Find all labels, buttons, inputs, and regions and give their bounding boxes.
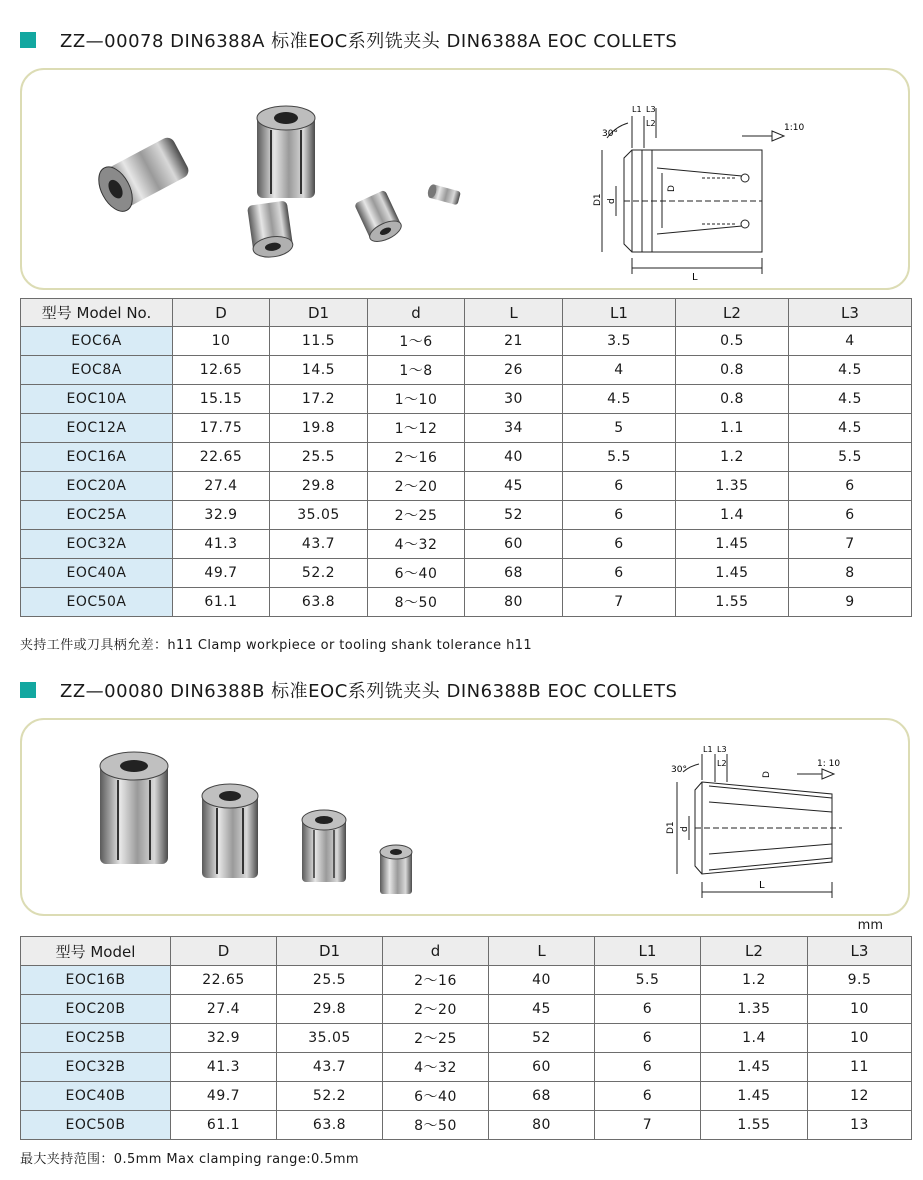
svg-text:30°: 30° — [602, 129, 618, 139]
value-cell: 1.35 — [676, 472, 789, 501]
model-cell: EOC32B — [21, 1053, 171, 1082]
value-cell: 1.55 — [676, 588, 789, 617]
svg-text:L2: L2 — [646, 119, 656, 128]
model-cell: EOC50B — [21, 1111, 171, 1140]
value-cell: 11 — [808, 1053, 912, 1082]
value-cell: 9.5 — [808, 966, 912, 995]
column-header: L1 — [563, 299, 676, 327]
value-cell: 17.75 — [173, 414, 270, 443]
collet-photos-a — [92, 96, 512, 286]
value-cell: 0.8 — [676, 385, 789, 414]
table-header-row — [21, 937, 912, 966]
value-cell: 8～50 — [368, 588, 465, 617]
column-header: L3 — [808, 937, 912, 966]
value-cell: 4.5 — [789, 414, 912, 443]
value-cell: 43.7 — [270, 530, 368, 559]
svg-text:1: 10: 1: 10 — [817, 759, 841, 769]
value-cell: 2～25 — [383, 1024, 489, 1053]
value-cell: 10 — [173, 327, 270, 356]
spec-table-a — [20, 298, 912, 617]
value-cell: 63.8 — [277, 1111, 383, 1140]
table-row — [21, 1111, 912, 1140]
value-cell: 9 — [789, 588, 912, 617]
value-cell: 1.4 — [701, 1024, 808, 1053]
model-cell: EOC25B — [21, 1024, 171, 1053]
svg-text:D: D — [667, 185, 677, 192]
value-cell: 1.45 — [676, 559, 789, 588]
value-cell: 1～12 — [368, 414, 465, 443]
table-row — [21, 530, 912, 559]
value-cell: 52 — [465, 501, 563, 530]
table-row — [21, 501, 912, 530]
value-cell: 5.5 — [595, 966, 701, 995]
tolerance-note: 夹持工件或刀具柄允差：h11 Clamp workpiece or tooling shank tolerance h11 — [20, 638, 533, 653]
value-cell: 52.2 — [270, 559, 368, 588]
value-cell: 49.7 — [171, 1082, 277, 1111]
svg-text:D1: D1 — [593, 193, 603, 206]
model-cell: EOC8A — [21, 356, 173, 385]
value-cell: 13 — [808, 1111, 912, 1140]
value-cell: 7 — [563, 588, 676, 617]
spec-table-b — [20, 936, 912, 1140]
value-cell: 1～6 — [368, 327, 465, 356]
value-cell: 40 — [489, 966, 595, 995]
model-cell: EOC20B — [21, 995, 171, 1024]
value-cell: 4.5 — [789, 356, 912, 385]
value-cell: 4～32 — [368, 530, 465, 559]
table-header-row — [21, 299, 912, 327]
model-cell: EOC6A — [21, 327, 173, 356]
value-cell: 6 — [563, 559, 676, 588]
clamping-range-note: 最大夹持范围：0.5mm Max clamping range:0.5mm — [20, 1152, 360, 1167]
table-row — [21, 1024, 912, 1053]
value-cell: 35.05 — [277, 1024, 383, 1053]
table-row — [21, 966, 912, 995]
value-cell: 7 — [789, 530, 912, 559]
value-cell: 25.5 — [277, 966, 383, 995]
table-row — [21, 559, 912, 588]
value-cell: 49.7 — [173, 559, 270, 588]
model-cell: EOC40A — [21, 559, 173, 588]
value-cell: 2～20 — [368, 472, 465, 501]
value-cell: 6 — [595, 1024, 701, 1053]
value-cell: 5.5 — [563, 443, 676, 472]
svg-text:d: d — [680, 826, 690, 832]
value-cell: 29.8 — [277, 995, 383, 1024]
model-cell: EOC12A — [21, 414, 173, 443]
value-cell: 25.5 — [270, 443, 368, 472]
model-cell: EOC25A — [21, 501, 173, 530]
column-header: L1 — [595, 937, 701, 966]
unit-label: mm — [857, 918, 883, 933]
value-cell: 0.8 — [676, 356, 789, 385]
svg-text:D1: D1 — [666, 821, 676, 834]
svg-text:L1: L1 — [632, 105, 642, 114]
svg-text:L3: L3 — [717, 745, 727, 754]
value-cell: 2～20 — [383, 995, 489, 1024]
technical-drawing-b — [647, 742, 867, 907]
model-cell: EOC20A — [21, 472, 173, 501]
value-cell: 61.1 — [171, 1111, 277, 1140]
value-cell: 27.4 — [171, 995, 277, 1024]
value-cell: 80 — [465, 588, 563, 617]
section-b-image-panel — [20, 718, 910, 916]
value-cell: 40 — [465, 443, 563, 472]
value-cell: 15.15 — [173, 385, 270, 414]
column-header: D — [171, 937, 277, 966]
table-row — [21, 356, 912, 385]
model-cell: EOC10A — [21, 385, 173, 414]
value-cell: 12.65 — [173, 356, 270, 385]
model-cell: EOC50A — [21, 588, 173, 617]
value-cell: 1.45 — [701, 1082, 808, 1111]
value-cell: 2～16 — [383, 966, 489, 995]
value-cell: 4 — [789, 327, 912, 356]
value-cell: 2～25 — [368, 501, 465, 530]
value-cell: 17.2 — [270, 385, 368, 414]
table-row — [21, 995, 912, 1024]
svg-text:d: d — [607, 198, 617, 204]
column-header: 型号 Model No. — [21, 299, 173, 327]
svg-text:1:10: 1:10 — [784, 123, 805, 133]
value-cell: 29.8 — [270, 472, 368, 501]
section-marker-icon — [20, 32, 36, 48]
svg-text:L3: L3 — [646, 105, 656, 114]
value-cell: 6 — [563, 501, 676, 530]
column-header: L2 — [701, 937, 808, 966]
value-cell: 1.55 — [701, 1111, 808, 1140]
table-row — [21, 327, 912, 356]
value-cell: 2～16 — [368, 443, 465, 472]
table-row — [21, 472, 912, 501]
table-row — [21, 1082, 912, 1111]
column-header: D — [173, 299, 270, 327]
value-cell: 45 — [465, 472, 563, 501]
value-cell: 4～32 — [383, 1053, 489, 1082]
technical-drawing-a — [562, 98, 822, 283]
value-cell: 41.3 — [173, 530, 270, 559]
svg-text:L: L — [692, 272, 698, 283]
value-cell: 14.5 — [270, 356, 368, 385]
column-header: D1 — [277, 937, 383, 966]
value-cell: 1.45 — [676, 530, 789, 559]
value-cell: 22.65 — [173, 443, 270, 472]
section-marker-icon — [20, 682, 36, 698]
value-cell: 80 — [489, 1111, 595, 1140]
value-cell: 68 — [465, 559, 563, 588]
value-cell: 1～8 — [368, 356, 465, 385]
value-cell: 6 — [789, 501, 912, 530]
value-cell: 6～40 — [368, 559, 465, 588]
table-row — [21, 588, 912, 617]
value-cell: 5.5 — [789, 443, 912, 472]
value-cell: 52 — [489, 1024, 595, 1053]
value-cell: 19.8 — [270, 414, 368, 443]
value-cell: 8 — [789, 559, 912, 588]
value-cell: 26 — [465, 356, 563, 385]
column-header: d — [368, 299, 465, 327]
value-cell: 21 — [465, 327, 563, 356]
value-cell: 6 — [595, 995, 701, 1024]
svg-text:L1: L1 — [703, 745, 713, 754]
value-cell: 52.2 — [277, 1082, 383, 1111]
value-cell: 35.05 — [270, 501, 368, 530]
value-cell: 6 — [789, 472, 912, 501]
value-cell: 6 — [595, 1082, 701, 1111]
value-cell: 1.1 — [676, 414, 789, 443]
value-cell: 8～50 — [383, 1111, 489, 1140]
value-cell: 6～40 — [383, 1082, 489, 1111]
value-cell: 6 — [563, 530, 676, 559]
value-cell: 45 — [489, 995, 595, 1024]
value-cell: 27.4 — [173, 472, 270, 501]
value-cell: 22.65 — [171, 966, 277, 995]
section-a-image-panel — [20, 68, 910, 290]
value-cell: 1～10 — [368, 385, 465, 414]
value-cell: 30 — [465, 385, 563, 414]
value-cell: 63.8 — [270, 588, 368, 617]
value-cell: 4 — [563, 356, 676, 385]
model-cell: EOC16B — [21, 966, 171, 995]
column-header: d — [383, 937, 489, 966]
model-cell: EOC16A — [21, 443, 173, 472]
column-header: L3 — [789, 299, 912, 327]
value-cell: 10 — [808, 1024, 912, 1053]
value-cell: 11.5 — [270, 327, 368, 356]
value-cell: 43.7 — [277, 1053, 383, 1082]
value-cell: 4.5 — [789, 385, 912, 414]
table-row — [21, 1053, 912, 1082]
section-a-title: ZZ—00078 DIN6388A 标准EOC系列铣夹头 DIN6388A EOC COLLETS — [20, 28, 677, 52]
column-header: L — [465, 299, 563, 327]
value-cell: 10 — [808, 995, 912, 1024]
value-cell: 60 — [489, 1053, 595, 1082]
value-cell: 5 — [563, 414, 676, 443]
value-cell: 12 — [808, 1082, 912, 1111]
model-cell: EOC40B — [21, 1082, 171, 1111]
value-cell: 41.3 — [171, 1053, 277, 1082]
value-cell: 1.2 — [676, 443, 789, 472]
value-cell: 4.5 — [563, 385, 676, 414]
table-row — [21, 443, 912, 472]
collet-photos-b — [92, 742, 452, 902]
value-cell: 1.4 — [676, 501, 789, 530]
value-cell: 32.9 — [173, 501, 270, 530]
value-cell: 1.2 — [701, 966, 808, 995]
value-cell: 60 — [465, 530, 563, 559]
value-cell: 1.35 — [701, 995, 808, 1024]
value-cell: 7 — [595, 1111, 701, 1140]
value-cell: 68 — [489, 1082, 595, 1111]
column-header: D1 — [270, 299, 368, 327]
value-cell: 6 — [563, 472, 676, 501]
value-cell: 61.1 — [173, 588, 270, 617]
svg-text:L: L — [759, 880, 765, 891]
value-cell: 34 — [465, 414, 563, 443]
value-cell: 1.45 — [701, 1053, 808, 1082]
table-row — [21, 414, 912, 443]
table-row — [21, 385, 912, 414]
svg-text:30°: 30° — [671, 765, 687, 775]
column-header: L2 — [676, 299, 789, 327]
value-cell: 32.9 — [171, 1024, 277, 1053]
model-cell: EOC32A — [21, 530, 173, 559]
value-cell: 3.5 — [563, 327, 676, 356]
svg-text:D: D — [762, 771, 772, 778]
column-header: 型号 Model — [21, 937, 171, 966]
value-cell: 0.5 — [676, 327, 789, 356]
section-b-title: ZZ—00080 DIN6388B 标准EOC系列铣夹头 DIN6388B EOC COLLETS — [20, 678, 677, 702]
value-cell: 6 — [595, 1053, 701, 1082]
column-header: L — [489, 937, 595, 966]
svg-text:L2: L2 — [717, 759, 727, 768]
